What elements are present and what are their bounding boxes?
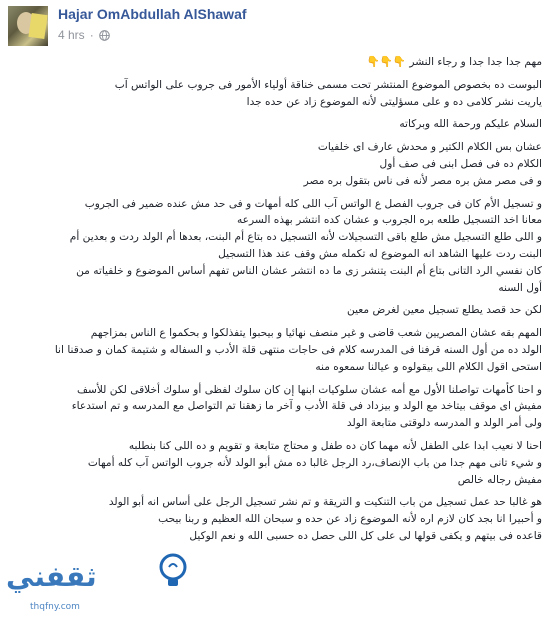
post-line-8: و تسجيل الأم كان فى جروب الفصل ع الواتس آب اللى كله أمهات و فى حد مش عنده ضمير فى الجروب: [84, 197, 542, 210]
post-meta: [58, 28, 110, 42]
post-line-6: الكلام ده فى فصل ابنى فى صف أول: [379, 157, 542, 170]
avatar-sign: [28, 13, 47, 39]
post-line-12: كان نفسي الرد التانى بتاع أم البنت يتنشر زى ما ده انتشر عشان الناس تفهم أساس الموضوع و خلفياته من: [76, 264, 542, 277]
post-line-14: لكن حد قصد يطلع تسجيل معين لغرض معين: [347, 304, 542, 317]
post-line-1: مهم جدا جدا جدا و رجاء النشر 👇👇👇: [366, 56, 542, 68]
globe-icon[interactable]: [99, 30, 110, 41]
post-line-25: و أحبيرا انا بجد كان لازم اره لأنه الموضوع زاد عن حده و سبحان الله العظيم و ربنا بيحب: [158, 513, 542, 526]
post-line-21: احنا لا نعيب ابدا على الطفل لأنه مهما كان ده طفل و محتاج متابعة و تقويم و ده اللى كنا بنطلبه: [128, 439, 542, 452]
post-line-19: مفيش اى موقف بيتاخد مع الولد و بيزداد فى قلة الأدب و آخر ما زهقنا تم التواصل مع المدرسه و تم استدعاء: [71, 400, 542, 413]
post-line-16: الولد ده من أول السنه قرفنا فى المدرسه كلام فى حاجات منتهى قلة الأدب و السفاله و شتيمة كمان و صدقنا انا: [54, 343, 542, 356]
lightbulb-icon: [156, 552, 190, 592]
post-line-5: عشان بس الكلام الكتير و محدش عارف اى خلفيات: [317, 141, 542, 154]
post-line-15: المهم بقه عشان المصريين شعب قاضى و غير منصف نهائيا و بيحبوا يتفذلكوا و بحكموا ع الناس بمزاجهم: [90, 327, 542, 340]
dot-separator: ·: [89, 28, 94, 42]
author-name-link[interactable]: Hajar OmAbdullah AlShawaf: [58, 6, 247, 22]
post-line-11: البنت ردت عليها الشاهد انه الموضوع له تكمله مش وقف عند هذا التسجيل: [218, 247, 542, 260]
post-line-3: ياريت نشر كلامى ده و على مسؤليتى لأنه الموضوع زاد عن حده جدا: [246, 95, 542, 108]
post-line-7: و فى مصر مش بره مصر لأنه فى ناس بتقول بره مصر: [303, 174, 542, 187]
post-line-13: أول السنه: [498, 281, 542, 294]
post-line-24: هو غالبا حد عمل تسجيل من باب التنكيت و التريقة و تم نشر تسجيل الرجل على أساس انه أبو الولد: [108, 496, 542, 509]
post-body: [6, 54, 542, 545]
post-line-10: و اللى طلع التسجيل مش طلع باقى التسجيلات لأنه التسجيل ده بتاع أم البنت، بعدها أم الولد ردت و بعدين أم: [69, 231, 542, 244]
post-line-23: مفيش رجاله خالص: [457, 473, 542, 486]
post-timestamp[interactable]: 4 hrs: [58, 28, 85, 42]
post-line-22: و شيء تانى مهم جدا من باب الإنصاف،رد الرجل غالبا ده مش أبو الولد لأنه جروب الواتس آب كله أمهات: [87, 456, 542, 469]
post-line-26: قاعده فى بيتهم و يكفى قولها لى على كل اللى حصل ده حسبى الله و نعم الوكيل: [189, 529, 542, 542]
post-line-2: البوست ده بخصوص الموضوع المنتشر تحت مسمى خناقة أولياء الأمور فى جروب على الواتس آب: [114, 78, 542, 91]
watermark-brand: ثقفني: [6, 560, 97, 593]
post-line-4: السلام عليكم ورحمة الله وبركاته: [399, 118, 542, 131]
post-line-20: ولى أمر الولد و المدرسه دلوقتى متابعة الولد: [346, 417, 542, 430]
site-watermark: [6, 552, 196, 622]
post-line-17: استحى اقول الكلام اللى بيقولوه و عيالنا سمعوه منه: [315, 360, 542, 373]
watermark-domain: thqfny.com: [30, 602, 80, 612]
post-line-18: و احنا كأمهات تواصلنا الأول مع أمه عشان سلوكيات ابنها إن كان سلوك لفظى أو سلوك أخلاقى لكن للأسف: [76, 383, 542, 396]
author-avatar[interactable]: [8, 6, 48, 46]
post-line-9: معانا اخد التسجيل طلعه بره الجروب و عشان كده انتشر بهذه السرعه: [236, 214, 542, 227]
post-header: [8, 6, 542, 46]
